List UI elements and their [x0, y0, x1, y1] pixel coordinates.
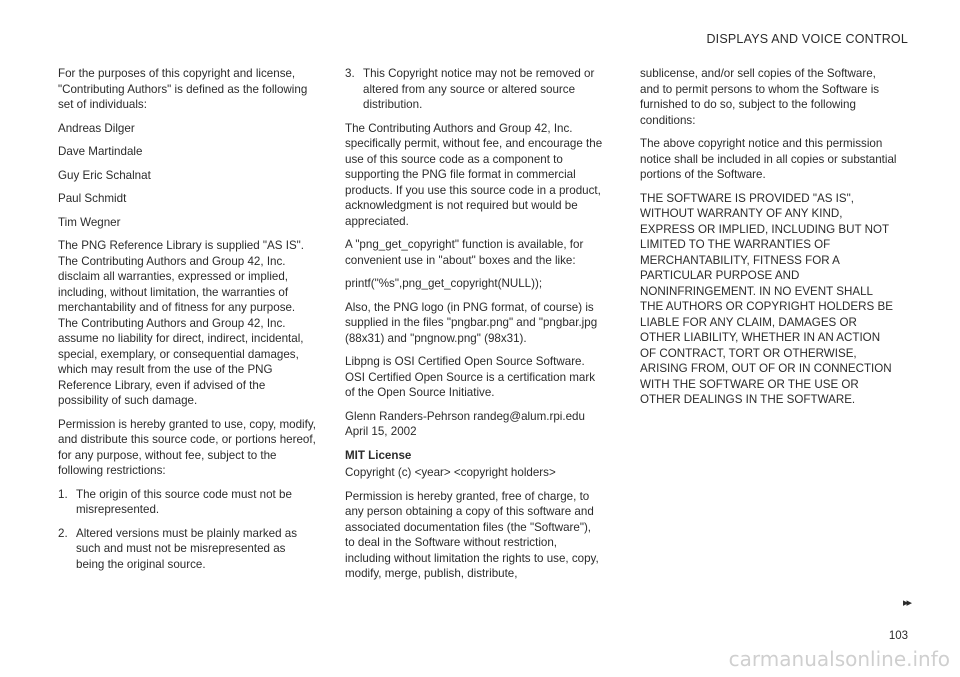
restrictions-list-continued: [345, 66, 603, 113]
permission-paragraph: Permission is hereby granted to use, copy, modify, and distribute this source code, or portions hereof, for any purpose, without fee, subject to the following restrictions:: [58, 417, 316, 477]
column-2: [345, 66, 603, 590]
author-name: Andreas Dilger: [58, 121, 135, 135]
definition-paragraph: For the purposes of this copyright and license, "Contributing Authors" is defined as the following set of individuals:: [58, 67, 308, 111]
notice-paragraph: The above copyright notice and this permission notice shall be included in all copies or substantial portions of the Software.: [640, 137, 897, 181]
list-number: 3.: [345, 67, 355, 80]
list-item: [345, 66, 603, 113]
author-name: Guy Eric Schalnat: [58, 168, 151, 182]
osi-paragraph: Libpng is OSI Certified Open Source Software. OSI Certified Open Source is a certification mark of the Open Source Initiative.: [345, 355, 596, 399]
column-3: [640, 66, 898, 416]
restrictions-list: [58, 487, 316, 573]
list-text: This Copyright notice may not be removed or altered from any source or altered source distribution.: [363, 67, 595, 111]
author-name: Dave Martindale: [58, 145, 143, 158]
signature-block: [345, 409, 603, 440]
mit-permission-paragraph: Permission is hereby granted, free of charge, to any person obtaining a copy of this software and associated documentation files (the "Software"), to deal in the Software without restriction, including without limitation the rights to use, copy, modify, merge, publish, distribute,: [345, 489, 599, 580]
continued-paragraph: sublicense, and/or sell copies of the Software, and to permit persons to whom the Software is furnished to do so, subject to the following conditions:: [640, 67, 880, 127]
list-number: 1.: [58, 487, 68, 501]
list-number: 2.: [58, 526, 68, 540]
page-number: 103: [888, 630, 908, 642]
warranty-paragraph: THE SOFTWARE IS PROVIDED "AS IS", WITHOUT WARRANTY OF ANY KIND, EXPRESS OR IMPLIED, INCLUDING BUT NOT LIMITED TO THE WARRANTIES OF MERCHANTABILITY, FITNESS FOR A PARTICULAR PURPOSE AND NONINFRINGEMENT. IN NO EVENT SHALL THE AUTHORS OR COPYRIGHT HOLDERS BE LIABLE FOR ANY CLAIM, DAMAGES OR OTHER LIABILITY, WHETHER IN AN ACTION OF CONTRACT, TORT OR OTHERWISE, ARISING FROM, OUT OF OR IN CONNECTION WITH THE SOFTWARE OR THE USE OR OTHER DEALINGS IN THE SOFTWARE.: [640, 191, 893, 406]
printf-code-line: printf("%s",png_get_copyright(NULL));: [345, 277, 543, 290]
list-item: [58, 487, 316, 518]
column-1: [58, 66, 316, 580]
disclaimer-paragraph: The PNG Reference Library is supplied "AS IS". The Contributing Authors and Group 42, Inc. disclaim all warranties, expressed or implied, including, without limitation, the warranties of merchantability and of fitness for any purpose. The Contributing Authors and Group 42, Inc. assume no liability for direct, indirect, incidental, special, exemplary, or consequential damages, which may result from the use of the PNG Reference Library, even if advised of the possibility of such damage.: [58, 239, 305, 407]
signature-date: April 15, 2002: [345, 425, 417, 438]
section-header: DISPLAYS AND VOICE CONTROL: [706, 32, 908, 46]
list-item: [58, 526, 316, 573]
list-text: Altered versions must be plainly marked as such and must not be misrepresented as being the original source.: [76, 526, 298, 571]
list-text: The origin of this source code must not be misrepresented.: [76, 487, 292, 516]
function-paragraph: A "png_get_copyright" function is available, for convenient use in "about" boxes and the like:: [345, 238, 584, 267]
author-name: Paul Schmidt: [58, 192, 127, 205]
encourage-paragraph: The Contributing Authors and Group 42, Inc. specifically permit, without fee, and encourage the use of this source code as a component to supporting the PNG file format in commercial products. If you use this source code in a product, acknowledgment is not required but would be appreciated.: [345, 121, 603, 228]
mit-copyright-line: Copyright (c) <year> <copyright holders>: [345, 466, 556, 479]
logo-paragraph: Also, the PNG logo (in PNG format, of course) is supplied in the files "pngbar.png" and "pngbar.jpg (88x31) and "pngnow.png" (98x31).: [345, 300, 598, 345]
watermark: carmanualsonline.info: [728, 647, 950, 671]
double-arrow-right-icon: ▸▸: [902, 597, 910, 609]
mit-license-heading: MIT License: [345, 448, 412, 462]
author-name: Tim Wegner: [58, 215, 121, 229]
signature-name-email: Glenn Randers-Pehrson randeg@alum.rpi.edu: [345, 409, 585, 423]
